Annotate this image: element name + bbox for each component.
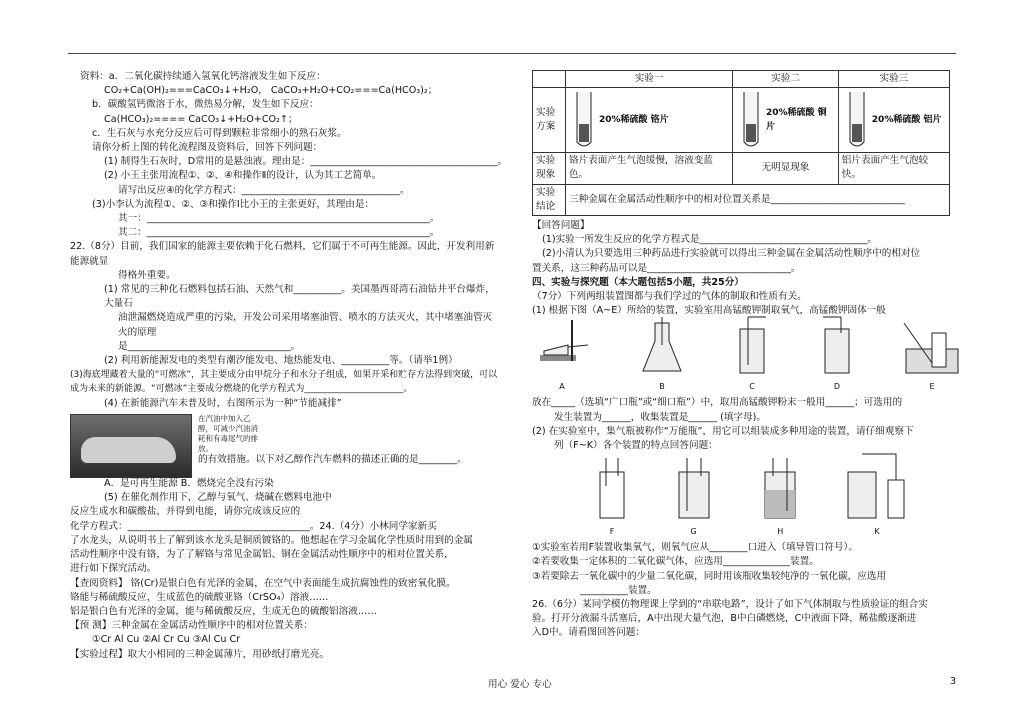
question-26: 26.（6分）某同学模仿物理课上学到的“串联电路”，设计了如下气体制取与性质验证的组合实 — [532, 599, 928, 611]
page-number: 3 — [950, 676, 957, 687]
text-line: 其二：___________________________________________________________。 — [118, 227, 440, 239]
text-line: (2) 在实验室中，集气瓶被称作“万能瓶”，用它可以组装成多种用途的装置，请仔细观察下 — [532, 425, 914, 437]
table-header-cell: 实验一 — [566, 71, 733, 88]
apparatus-label: B — [659, 382, 665, 392]
footer-slogan: 用心 爱心 专心 — [488, 679, 552, 690]
text-line: A．是可再生能源 B．燃烧完全没有污染 — [104, 478, 274, 490]
right-column — [532, 70, 962, 641]
text-line: (2) 利用新能源发电的类型有潮汐能发电、地热能发电、__________等。（请举1例） — [104, 355, 458, 367]
row-label: 实验方案 — [533, 88, 566, 153]
apparatus-f-k — [532, 455, 962, 539]
question-22: 22.（8分）目前，我们国家的能源主要依赖于化石燃料，它们属于不可再生能源。因此，开发利用新能源就显 — [70, 241, 495, 267]
text-line: 请你分析上图的转化流程图及资料后，回答下列问题： — [92, 142, 323, 154]
text-line: 置关系，这三种药品可以是______________________________。 — [532, 262, 801, 274]
table-cell: 铬片表面产生气泡缓慢，溶液变蓝色。 — [566, 153, 733, 184]
table-cell — [566, 88, 733, 153]
text-line: 是__________________________________。 — [118, 340, 301, 352]
apparatus-a-e — [532, 320, 962, 394]
table-cell: 三种金属在金属活动性顺序中的相对位置关系是____________________________ — [566, 184, 950, 215]
text-line: 请写出反应④的化学方程式：_________________________________。 — [118, 184, 410, 196]
text-line: ①实验室若用F装置收集氧气，则氧气应从________口进入（填导管口符号）。 — [532, 542, 858, 554]
text-line: (3)小李认为流程①、②、③和操作Ⅰ比小王的主张更好，其理由是： — [92, 198, 375, 210]
text-line: 【查阅资料】 铬(Cr)是银白色有光泽的金属，在空气中表面能生成抗腐蚀性的致密氧化膜。 — [70, 577, 456, 589]
table-cell: 铝片表面产生气泡较快。 — [838, 153, 949, 184]
text-line: 验。打开分液漏斗活塞后，A中出现大量气泡，B中白磷燃烧，C中液面下降，稀盐酸逐渐进 — [532, 613, 917, 625]
text-line: (1) 根据下图（A~E）所给的装置，实验室用高锰酸钾制取氧气，高锰酸钾固体一般 — [532, 305, 886, 317]
text-line: 发生装置为______，收集装置是______ (填字母)。 — [554, 411, 767, 423]
text-line: 铬能与稀硫酸反应，生成蓝色的硫酸亚铬（CrSO₄）溶液…… — [70, 591, 329, 603]
text-line: 【回答问题】 — [532, 220, 590, 232]
text-line: (2) 小王主张用流程①、②、④和操作Ⅱ的设计，认为其工艺简单。 — [104, 170, 382, 182]
text-line: 活动性顺序中没有铬，为了了解铬与常见金属铝、铜在金属活动性顺序中的相对位置关系， — [70, 549, 454, 561]
text-line: 【实验过程】取大小相同的三种金属薄片，用砂纸打磨光亮。 — [70, 648, 330, 660]
text-line: (1) 制得生石灰时，D常用的是悬浊液。理由是：_______________________________________。 — [104, 156, 507, 168]
table-row — [533, 153, 950, 184]
text-line: 入D中。请看图回答问题： — [532, 627, 645, 639]
text-line: (1) 常见的三种化石燃料包括石油、天然气和__________。美国墨西哥湾石油钻井平台爆炸，大量石 — [104, 284, 495, 310]
text-line: (5) 在催化剂作用下，乙醇与氧气、烧碱在燃料电池中 — [104, 492, 332, 504]
table-row — [533, 184, 950, 215]
text-line: 反应生成水和碳酸盐，并得到电能，请你完成该反应的 — [70, 506, 301, 518]
apparatus-label: K — [874, 527, 880, 537]
text-line: 其一：___________________________________________________________。 — [118, 213, 440, 225]
table-cell — [733, 88, 838, 153]
text-line: 进行如下探究活动。 — [70, 563, 157, 575]
text-line: c．生石灰与水充分反应后可得到颗粒非常细小的熟石灰浆。 — [92, 127, 347, 139]
car-figure — [70, 414, 500, 478]
apparatus-label: D — [833, 382, 841, 392]
text-line: 油泄漏燃烧造成严重的污染，开发公司采用堵塞油管、喷水的方法灭火，其中堵塞油管灭火的原理 — [118, 312, 493, 338]
apparatus-label: E — [929, 382, 935, 392]
text-line: 列（F~K）各个装置的特点回答问题： — [554, 440, 718, 452]
text-line: 了水龙头，从说明书上了解到该水龙头是铜质镀铬的。他想起在学习金属化学性质时用到的金属 — [70, 534, 473, 546]
table-header-cell: 实验二 — [733, 71, 838, 88]
question-24: 化学方程式：______________________________________。24.（4分）小林同学家新买 — [70, 520, 437, 532]
section-heading: 四、实验与探究题（本大题包括5小题，共25分） — [532, 276, 744, 288]
text-line: CO₂+Ca(OH)₂===CaCO₃↓+H₂O， CaCO₃+H₂O+CO₂===Ca(HCO₃)₂； — [104, 85, 438, 97]
experiment-table — [532, 70, 950, 216]
apparatus-label: C — [749, 382, 755, 392]
text-line: （7分）下列两组装置图都与我们学过的气体的制取和性质有关。 — [532, 291, 807, 303]
text-line: __________装置。 — [580, 584, 657, 596]
text-line: 的有效措施。以下对乙醇作汽车燃料的描述正确的是________。 — [198, 453, 467, 465]
table-header-cell — [533, 71, 566, 88]
text-line: ②若要收集一定体积的二氧化碳气体，应选用______________装置。 — [532, 556, 819, 568]
text-line: Ca(HCO₃)₂==== CaCO₃↓+H₂O+CO₂↑； — [104, 113, 298, 125]
table-header-row — [533, 71, 950, 88]
apparatus-label: G — [690, 527, 697, 537]
table-cell: 无明显现象 — [733, 153, 838, 184]
text-line: (1)实验一所发生反应的化学方程式是___________________________________。 — [542, 234, 877, 246]
table-header-cell: 实验三 — [838, 71, 949, 88]
apparatus-label: F — [609, 527, 615, 537]
tube-label: 20%稀硫酸 铬片 — [599, 115, 669, 126]
row-label: 实验现象 — [533, 153, 566, 184]
text-line: 资料：a．二氧化碳持续通入氢氧化钙溶液发生如下反应： — [80, 71, 326, 82]
left-column — [70, 70, 507, 662]
text-line: (3)海底埋藏着大量的“可燃冰”，其主要成分由甲烷分子和水分子组成，如果开采和贮存方法得到突破，可以成为未来的新能源。“可燃冰”主要成分燃烧的化学方程式为______________________。 — [70, 370, 498, 395]
apparatus-label: H — [777, 527, 784, 537]
row-label: 实验结论 — [533, 184, 566, 215]
tube-label: 20%稀硫酸 铝片 — [871, 115, 942, 126]
text-line: 【预 测】三种金属在金属活动性顺序中的相对位置关系： — [70, 620, 313, 632]
table-cell — [838, 88, 949, 153]
text-line: 放在_____（选填“广口瓶”或“细口瓶”）中，取用高锰酸钾粉末一般用______；可选用的 — [532, 397, 903, 409]
text-line: ③若要除去一氧化碳中的少量二氧化碳，同时用该瓶收集较纯净的一氧化碳，应选用 — [532, 570, 886, 582]
text-line: 得格外重要。 — [118, 269, 176, 281]
car-caption: 在汽油中加入乙醇，可减少汽油消耗和有毒尾气的排放。 — [198, 413, 258, 453]
car-image — [70, 414, 192, 478]
text-line: b．碳酸氢钙微溶于水，微热易分解，发生如下反应： — [92, 99, 319, 111]
text-line: 铝是银白色有光泽的金属，能与稀硫酸反应，生成无色的硫酸铝溶液…… — [70, 605, 377, 617]
tube-label: 20%稀硫酸 铜片 — [765, 108, 827, 133]
text-line: ①Cr Al Cu ②Al Cr Cu ③Al Cu Cr — [92, 634, 241, 646]
apparatus-label: A — [559, 382, 565, 392]
text-line: (2)小清认为只要选用三种药品进行实验就可以得出三种金属在金属活动性顺序中的相对位 — [542, 248, 921, 260]
text-line: (4) 在新能源汽车未普及时，右图所示为一种“节能减排” — [104, 397, 342, 409]
table-row — [533, 88, 950, 153]
header-rule — [68, 53, 956, 54]
